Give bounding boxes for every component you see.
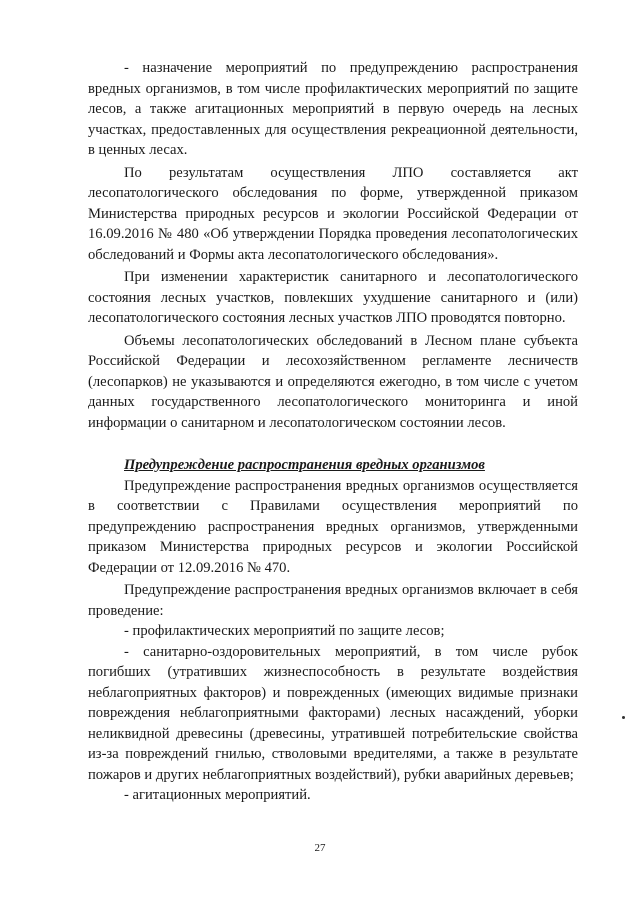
page-number: 27 [314, 842, 326, 854]
paragraph-lpo-act: По результатам осуществления ЛПО составляется акт лесопатологического обследования по форме, утвержденной приказом Министерства природных ресурсов и экологии Российской Федерации от 16.09.2016 № 480 «Об утверждении Порядка проведения лесопатологических обследований и Формы акта лесопатологического обследования». [88, 164, 578, 263]
paragraph-prevention-includes: Предупреждение распространения вредных организмов включает в себя проведение: [88, 582, 578, 619]
paragraph-measures-assignment: - назначение мероприятий по предупреждению распространения вредных организмов, в том числе профилактических мероприятий по защите лесов, а также агитационных мероприятий в первую очередь на лесных участках, предоставленных для осуществления рекреационной деятельности, в ценных лесах. [88, 60, 578, 158]
list-item: - агитационных мероприятий. [124, 787, 311, 803]
paragraph-survey-volumes: Объемы лесопатологических обследований в Лесном плане субъекта Российской Федерации и лесохозяйственном регламенте лесничеств (лесопарков) не указываются и определяются ежегодно, в том числе с учетом данных государственного лесопатологического мониторинга и иной информации о санитарном и лесопатологическом состоянии лесов. [88, 332, 578, 431]
section-heading: Предупреждение распространения вредных организмов [124, 457, 485, 473]
list-item: - профилактических мероприятий по защите лесов; [124, 623, 445, 639]
paragraph-prevention-rules: Предупреждение распространения вредных организмов осуществляется в соответствии с Правилами осуществления мероприятий по предупреждению распространения вредных организмов, утвержденными приказом Министерства природных ресурсов и экологии Российской Федерации от 12.09.2016 № 470. [88, 477, 578, 576]
scan-dot-mark [622, 716, 625, 719]
paragraph-repeat-lpo: При изменении характеристик санитарного и лесопатологического состояния лесных участков, повлекших ухудшение санитарного и (или) лесопатологического состояния лесных участков ЛПО проводятся повторно. [88, 269, 578, 326]
list-item: - санитарно-оздоровительных мероприятий, в том числе рубок погибших (утративших жизнеспособность в результате воздействия неблагоприятных факторов) и поврежденных (имеющих видимые признаки повреждения неблагоприятными факторами) лесных насаждений, уборки неликвидной древесины (древесины, утратившей потребительские свойства из-за повреждений гнилью, стволовыми вредителями, а также в результате пожаров и других неблагоприятных воздействий), рубки аварийных деревьев; [88, 643, 578, 783]
document-page [88, 58, 578, 806]
